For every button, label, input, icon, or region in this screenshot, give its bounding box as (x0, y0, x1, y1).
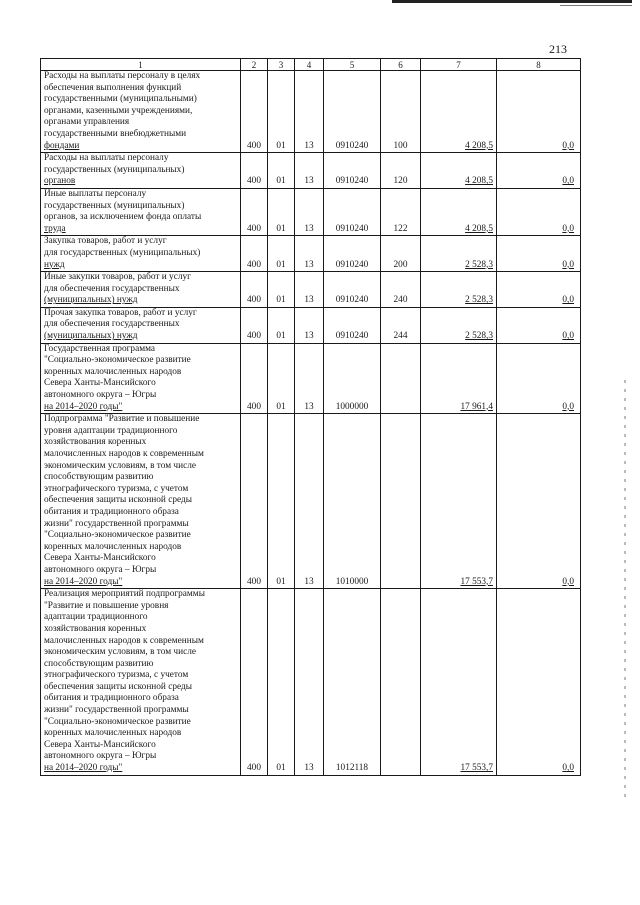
expense-type-code: 200 (381, 236, 421, 272)
expense-item-name-line: коренных малочисленных народов (44, 541, 182, 552)
expense-item-name-line: Иные закупки товаров, работ и услуг (44, 272, 191, 283)
table-row (41, 589, 581, 776)
expense-item-name-line: на 2014–2020 годы" (44, 401, 123, 412)
table-row (41, 153, 581, 189)
sub-subsection-code: 13 (295, 272, 324, 308)
expense-item-name-line: "Социально-экономическое развитие (44, 530, 191, 541)
sub-subsection-code: 13 (295, 307, 324, 343)
expense-item-name-line: для государственных (муниципальных) (44, 247, 201, 258)
expense-item-name-line: фондами (44, 140, 80, 151)
expense-item-name (41, 307, 241, 343)
expense-item-name-line: Севера Ханты-Мансийского (44, 553, 156, 564)
section-code: 400 (241, 589, 268, 776)
expense-item-name (41, 272, 241, 308)
table-row (41, 71, 581, 153)
table-row (41, 188, 581, 235)
expense-item-name-line: автономного округа – Югры (44, 751, 157, 762)
amount-secondary: 0,0 (497, 272, 581, 308)
column-number-6: 6 (381, 59, 421, 71)
expense-item-name-line: малочисленных народов к современным (44, 635, 204, 646)
amount: 17 553,7 (421, 414, 497, 589)
sub-subsection-code: 13 (295, 414, 324, 589)
expense-item-name-line: государственных (муниципальных) (44, 200, 185, 211)
subsection-code: 01 (268, 414, 295, 589)
expense-item-name-line: органами управления (44, 117, 130, 128)
column-number-5: 5 (324, 59, 381, 71)
expense-item-name-line: государственных (муниципальных) (44, 164, 185, 175)
scan-margin-marks (624, 380, 626, 800)
expense-item-name-line: государственными (муниципальными) (44, 94, 197, 105)
expense-item-name-line: органов, за исключением фонда оплаты (44, 212, 202, 223)
table-row (41, 414, 581, 589)
expense-type-code (381, 343, 421, 414)
section-code: 400 (241, 188, 268, 235)
amount-secondary: 0,0 (497, 71, 581, 153)
expense-item-name-line: Закупка товаров, работ и услуг (44, 236, 167, 247)
target-item-code: 0910240 (324, 188, 381, 235)
target-item-code: 0910240 (324, 153, 381, 189)
amount: 2 528,3 (421, 236, 497, 272)
expense-item-name-line: этнографического туризма, с учетом (44, 483, 189, 494)
table-row (41, 343, 581, 414)
expense-item-name-line: Реализация мероприятий подпрограммы (44, 589, 205, 600)
expense-item-name-line: на 2014–2020 годы" (44, 576, 123, 587)
expense-type-code (381, 589, 421, 776)
section-code: 400 (241, 71, 268, 153)
target-item-code: 0910240 (324, 307, 381, 343)
subsection-code: 01 (268, 188, 295, 235)
expense-item-name-line: способствующим развитию (44, 472, 154, 483)
section-code: 400 (241, 236, 268, 272)
column-number-3: 3 (268, 59, 295, 71)
sub-subsection-code: 13 (295, 71, 324, 153)
scan-edge-line-secondary (560, 5, 632, 6)
target-item-code: 1010000 (324, 414, 381, 589)
expense-item-name-line: адаптации традиционного (44, 612, 148, 623)
expense-item-name-line: хозяйствования коренных (44, 437, 147, 448)
expense-item-name-line: хозяйствования коренных (44, 623, 147, 634)
section-code: 400 (241, 414, 268, 589)
expense-item-name-line: Расходы на выплаты персоналу (44, 153, 169, 164)
subsection-code: 01 (268, 153, 295, 189)
expense-item-name-line: Иные выплаты персоналу (44, 188, 147, 199)
subsection-code: 01 (268, 307, 295, 343)
amount: 4 208,5 (421, 188, 497, 235)
expense-type-code: 122 (381, 188, 421, 235)
expense-item-name-line: органов (44, 176, 76, 187)
sub-subsection-code: 13 (295, 153, 324, 189)
amount: 4 208,5 (421, 153, 497, 189)
expense-item-name-line: экономическим условиям, в том числе (44, 460, 196, 471)
amount: 17 553,7 (421, 589, 497, 776)
expense-item-name-line: коренных малочисленных народов (44, 366, 182, 377)
expense-item-name-line: способствующим развитию (44, 658, 154, 669)
expense-item-name-line: "Развитие и повышение уровня (44, 600, 169, 611)
section-code: 400 (241, 307, 268, 343)
expense-type-code: 244 (381, 307, 421, 343)
expense-item-name-line: нужд (44, 259, 65, 270)
expense-item-name-line: Севера Ханты-Мансийского (44, 378, 156, 389)
expense-item-name-line: государственными внебюджетными (44, 128, 187, 139)
target-item-code: 1000000 (324, 343, 381, 414)
expense-item-name-line: Государственная программа (44, 343, 156, 354)
sub-subsection-code: 13 (295, 589, 324, 776)
expense-type-code (381, 414, 421, 589)
expense-item-name (41, 414, 241, 589)
expense-item-name-line: для обеспечения государственных (44, 283, 180, 294)
expense-item-name-line: "Социально-экономическое развитие (44, 355, 191, 366)
amount: 2 528,3 (421, 307, 497, 343)
amount: 4 208,5 (421, 71, 497, 153)
expense-item-name-line: жизни" государственной программы (44, 518, 189, 529)
expense-item-name (41, 71, 241, 153)
column-number-8: 8 (497, 59, 581, 71)
target-item-code: 0910240 (324, 272, 381, 308)
sub-subsection-code: 13 (295, 188, 324, 235)
expense-type-code: 120 (381, 153, 421, 189)
scan-edge-line (392, 0, 632, 3)
expense-item-name-line: труда (44, 223, 66, 234)
expense-item-name (41, 153, 241, 189)
column-number-7: 7 (421, 59, 497, 71)
amount-secondary: 0,0 (497, 236, 581, 272)
amount: 17 961,4 (421, 343, 497, 414)
subsection-code: 01 (268, 236, 295, 272)
expense-item-name (41, 589, 241, 776)
expense-item-name (41, 236, 241, 272)
expense-item-name-line: (муниципальных) нужд (44, 331, 138, 342)
sub-subsection-code: 13 (295, 236, 324, 272)
subsection-code: 01 (268, 343, 295, 414)
amount-secondary: 0,0 (497, 153, 581, 189)
section-code: 400 (241, 272, 268, 308)
column-number-header-row (41, 59, 581, 71)
expense-item-name-line: на 2014–2020 годы" (44, 763, 123, 774)
amount-secondary: 0,0 (497, 188, 581, 235)
expense-type-code: 100 (381, 71, 421, 153)
table-row (41, 272, 581, 308)
sub-subsection-code: 13 (295, 343, 324, 414)
table-body (41, 59, 581, 776)
column-number-1: 1 (41, 59, 241, 71)
subsection-code: 01 (268, 71, 295, 153)
expense-item-name-line: Расходы на выплаты персоналу в целях (44, 71, 201, 81)
expense-item-name-line: органами, казенными учреждениями, (44, 105, 193, 116)
section-code: 400 (241, 343, 268, 414)
expense-item-name-line: Подпрограмма "Развитие и повышение (44, 414, 200, 425)
target-item-code: 0910240 (324, 236, 381, 272)
expense-item-name-line: малочисленных народов к современным (44, 449, 204, 459)
expense-item-name-line: обитания и традиционного образа (44, 506, 179, 517)
expense-item-name-line: уровня адаптации традиционного (44, 425, 178, 436)
expense-item-name-line: автономного округа – Югры (44, 564, 157, 575)
table-row (41, 236, 581, 272)
expense-item-name-line: коренных малочисленных народов (44, 728, 182, 739)
expense-item-name-line: автономного округа – Югры (44, 390, 157, 401)
amount-secondary: 0,0 (497, 307, 581, 343)
subsection-code: 01 (268, 589, 295, 776)
expense-item-name-line: Севера Ханты-Мансийского (44, 739, 156, 750)
expense-item-name-line: "Социально-экономическое развитие (44, 716, 191, 727)
column-number-4: 4 (295, 59, 324, 71)
amount-secondary: 0,0 (497, 343, 581, 414)
expense-item-name-line: обеспечения выполнения функций (44, 82, 182, 93)
expense-item-name-line: этнографического туризма, с учетом (44, 670, 189, 681)
target-item-code: 1012118 (324, 589, 381, 776)
amount-secondary: 0,0 (497, 589, 581, 776)
expense-item-name-line: обеспечения защиты исконной среды (44, 495, 192, 506)
expense-item-name-line: обеспечения защиты исконной среды (44, 681, 192, 692)
table-row (41, 307, 581, 343)
expense-item-name-line: (муниципальных) нужд (44, 295, 138, 306)
expense-item-name-line: Прочая закупка товаров, работ и услуг (44, 307, 197, 318)
amount-secondary: 0,0 (497, 414, 581, 589)
expense-item-name-line: жизни" государственной программы (44, 705, 189, 716)
target-item-code: 0910240 (324, 71, 381, 153)
section-code: 400 (241, 153, 268, 189)
subsection-code: 01 (268, 272, 295, 308)
expense-item-name-line: обитания и традиционного образа (44, 693, 179, 704)
expense-item-name (41, 188, 241, 235)
amount: 2 528,3 (421, 272, 497, 308)
page-number: 213 (549, 42, 567, 56)
expense-item-name (41, 343, 241, 414)
budget-table (40, 58, 581, 776)
expense-type-code: 240 (381, 272, 421, 308)
column-number-2: 2 (241, 59, 268, 71)
expense-item-name-line: для обеспечения государственных (44, 319, 180, 330)
expense-item-name-line: экономическим условиям, в том числе (44, 647, 196, 658)
